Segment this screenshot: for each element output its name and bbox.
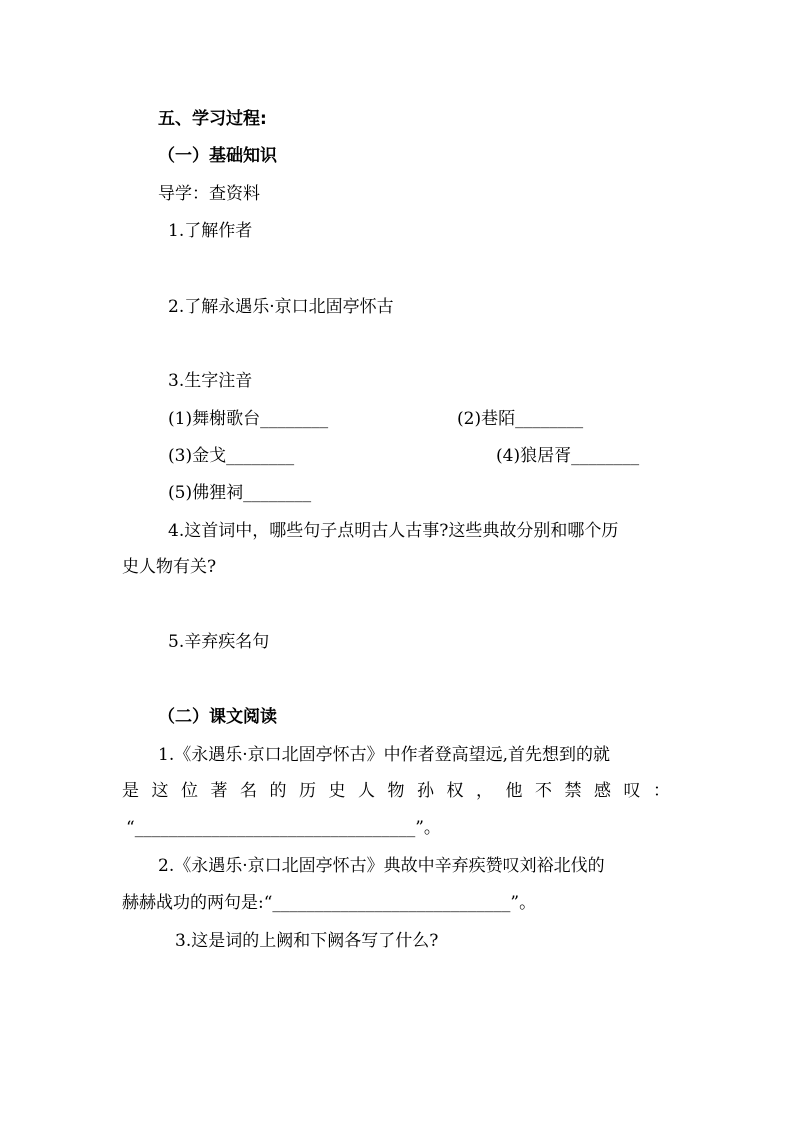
question-1-line-2: 是这位著名的历史人物孙权，他不禁感叹：	[122, 781, 670, 801]
part2-heading: （二）课文阅读	[158, 707, 277, 727]
guide-line: 导学：查资料	[158, 184, 260, 204]
section-title: 五、学习过程:	[158, 109, 267, 129]
question-2-line-1: 2.《永遇乐·京口北固亭怀古》典故中辛弃疾赞叹刘裕北伐的	[158, 856, 605, 876]
question-1-line-1: 1.《永遇乐·京口北固亭怀古》中作者登高望远,首先想到的就	[158, 745, 611, 765]
question-2-line-2: 赫赫战功的两句是:“____________________________”。	[122, 893, 537, 913]
item-2: 2.了解永遇乐·京口北固亭怀古	[168, 297, 394, 317]
item-1: 1.了解作者	[168, 221, 253, 241]
question-1-line-3: “_________________________________”。	[126, 818, 441, 838]
phonetic-item: (1)舞榭歌台________	[168, 409, 329, 429]
phonetic-item: (4)狼居胥________	[496, 446, 640, 466]
phonetic-item: (3)金戈________	[168, 446, 295, 466]
item-3: 3.生字注音	[168, 371, 253, 391]
question-3: 3.这是词的上阙和下阙各写了什么?	[175, 931, 439, 951]
part1-heading: （一）基础知识	[158, 146, 277, 166]
item-4-line-1: 4.这首词中，哪些句子点明古人古事?这些典故分别和哪个历	[168, 521, 619, 541]
phonetic-item: (2)巷陌________	[457, 409, 584, 429]
phonetic-item: (5)佛狸祠________	[168, 483, 312, 503]
item-5: 5.辛弃疾名句	[168, 632, 270, 652]
item-4-line-2: 史人物有关?	[122, 557, 217, 577]
